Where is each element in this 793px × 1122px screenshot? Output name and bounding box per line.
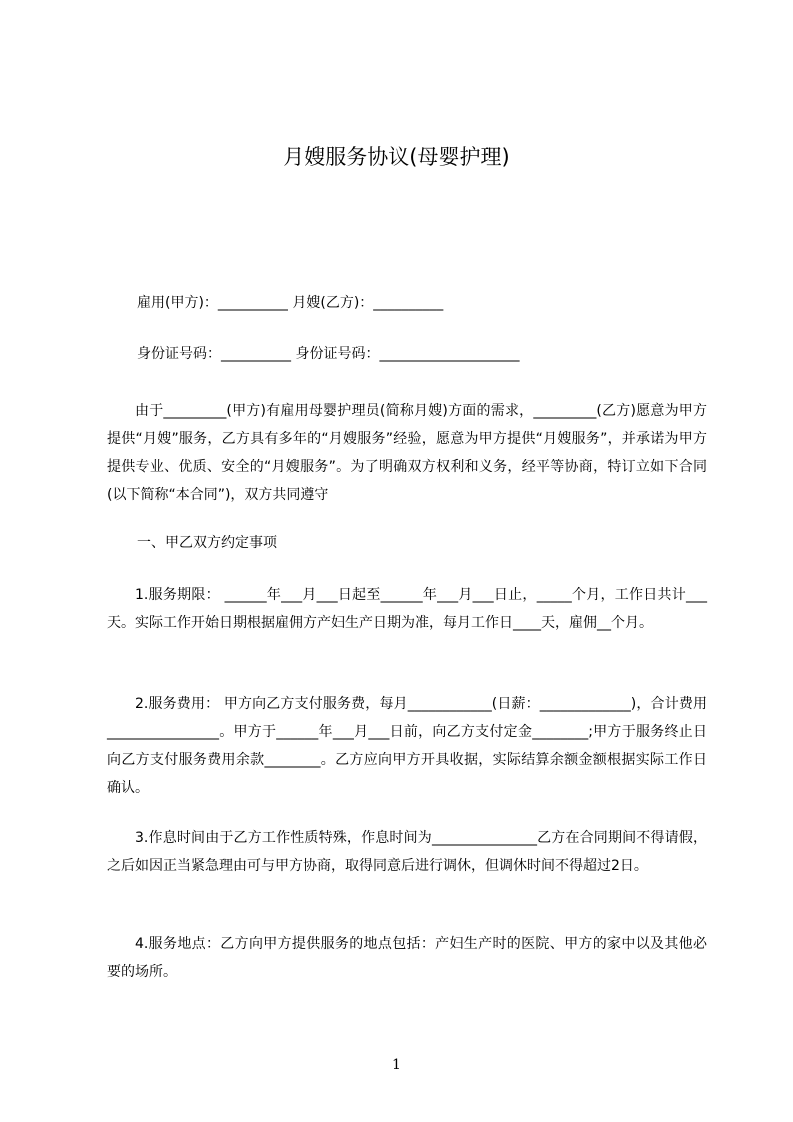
parties-line-employer: 雇用(甲方)：__________ 月嫂(乙方)：__________ <box>137 295 444 311</box>
clause-service-fee: 2.服务费用： 甲方向乙方支付服务费，每月____________(日薪：_____________)，合计费用________________。甲方于______年___月___日前，向乙方支付定金________;甲方于服务终止日向乙方支付服务费用余款________。乙方应向甲方开具收据，实际结算余额金额根据实际工作日确认。 <box>107 696 707 796</box>
parties-line-id: 身份证号码：__________ 身份证号码：____________________ <box>137 346 520 362</box>
clause-work-hours: 3.作息时间由于乙方工作性质特殊，作息时间为_______________乙方在合同期间不得请假，之后如因正当紧急理由可与甲方协商，取得同意后进行调休，但调休时间不得超过2日。 <box>107 830 707 874</box>
clause-service-period: 1.服务期限： ______年___月___日起至______年___月___日止，_____个月，工作日共计___天。实际工作开始日期根据雇佣方产妇生产日期为准，每月工作日____天，雇佣__个月。 <box>107 587 707 631</box>
preamble-paragraph: 由于_________(甲方)有雇用母婴护理员(简称月嫂)方面的需求，_________(乙方)愿意为甲方提供“月嫂”服务，乙方具有多年的“月嫂服务”经验，愿意为甲方提供“月嫂服务”，并承诺为甲方提供专业、优质、安全的“月嫂服务”。为了明确双方权利和义务，经平等协商，特订立如下合同(以下简称“本合同”)，双方共同遵守 <box>107 403 707 503</box>
page-number: 1 <box>392 1057 401 1073</box>
clause-service-location: 4.服务地点：乙方向甲方提供服务的地点包括：产妇生产时的医院、甲方的家中以及其他必要的场所。 <box>107 936 707 980</box>
parties-block <box>137 289 707 317</box>
section-heading-1: 一、甲乙双方约定事项 <box>137 535 277 551</box>
document-title: 月嫂服务协议(母婴护理) <box>283 145 510 169</box>
parties-id-block <box>137 340 707 368</box>
